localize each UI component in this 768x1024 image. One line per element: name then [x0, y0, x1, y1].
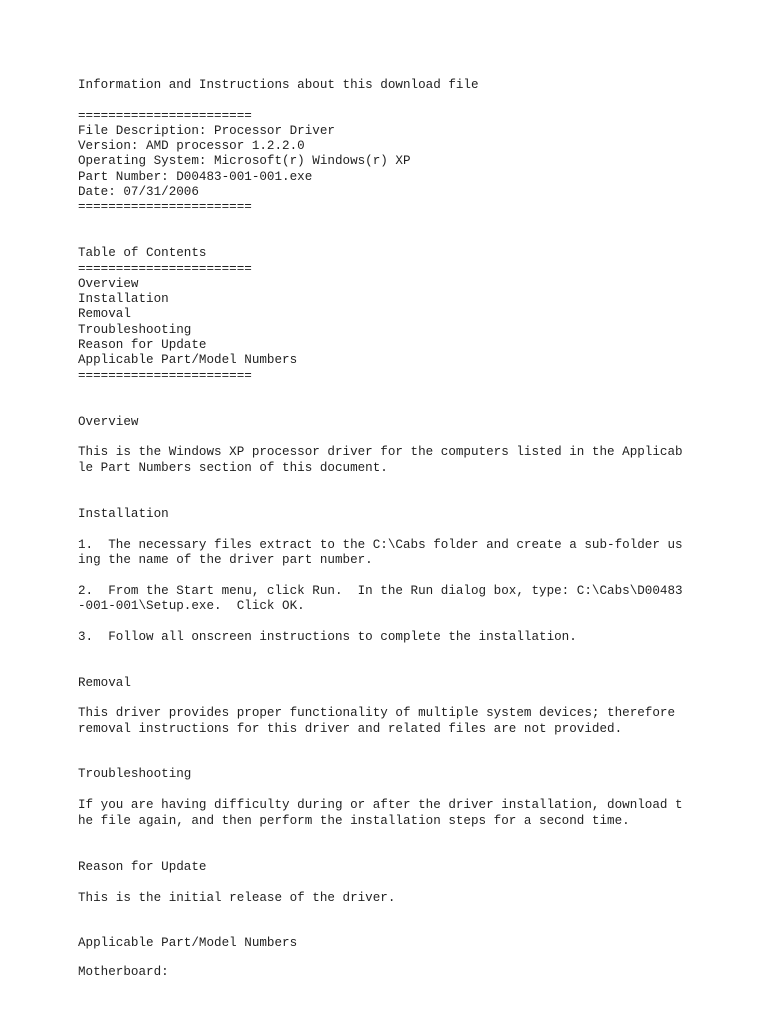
reason-text: This is the initial release of the driver. — [78, 891, 396, 905]
separator-line: ======================= — [78, 200, 252, 214]
file-date: Date: 07/31/2006 — [78, 185, 199, 199]
overview-text: le Part Numbers section of this document. — [78, 461, 388, 475]
motherboard-label: Motherboard: — [78, 965, 169, 979]
toc-item: Removal — [78, 307, 131, 321]
separator-line: ======================= — [78, 262, 252, 276]
toc-heading: Table of Contents — [78, 246, 207, 260]
section-heading-removal: Removal — [78, 676, 131, 690]
separator-line: ======================= — [78, 109, 252, 123]
toc-item: Troubleshooting — [78, 323, 192, 337]
toc-item: Reason for Update — [78, 338, 207, 352]
section-heading-troubleshooting: Troubleshooting — [78, 767, 192, 781]
section-heading-reason: Reason for Update — [78, 860, 207, 874]
troubleshooting-text: he file again, and then perform the installation steps for a second time. — [78, 814, 630, 828]
document-title: Information and Instructions about this download file — [78, 78, 479, 92]
toc-item: Overview — [78, 277, 139, 291]
installation-step-1: 1. The necessary files extract to the C:\Cabs folder and create a sub-folder us — [78, 538, 683, 552]
installation-step-1: ing the name of the driver part number. — [78, 553, 373, 567]
section-heading-overview: Overview — [78, 415, 139, 429]
overview-text: This is the Windows XP processor driver for the computers listed in the Applicab — [78, 445, 683, 459]
toc-item: Installation — [78, 292, 169, 306]
section-heading-installation: Installation — [78, 507, 169, 521]
removal-text: removal instructions for this driver and related files are not provided. — [78, 722, 623, 736]
installation-step-2: -001-001\Setup.exe. Click OK. — [78, 599, 305, 613]
troubleshooting-text: If you are having difficulty during or after the driver installation, download t — [78, 798, 683, 812]
section-heading-applicable: Applicable Part/Model Numbers — [78, 936, 298, 950]
file-description: File Description: Processor Driver — [78, 124, 335, 138]
separator-line: ======================= — [78, 369, 252, 383]
file-part-number: Part Number: D00483-001-001.exe — [78, 170, 313, 184]
installation-step-2: 2. From the Start menu, click Run. In the Run dialog box, type: C:\Cabs\D00483 — [78, 584, 683, 598]
toc-item: Applicable Part/Model Numbers — [78, 353, 298, 367]
removal-text: This driver provides proper functionality of multiple system devices; therefore — [78, 706, 676, 720]
installation-step-3: 3. Follow all onscreen instructions to complete the installation. — [78, 630, 577, 644]
file-operating-system: Operating System: Microsoft(r) Windows(r) XP — [78, 154, 411, 168]
file-version: Version: AMD processor 1.2.2.0 — [78, 139, 305, 153]
